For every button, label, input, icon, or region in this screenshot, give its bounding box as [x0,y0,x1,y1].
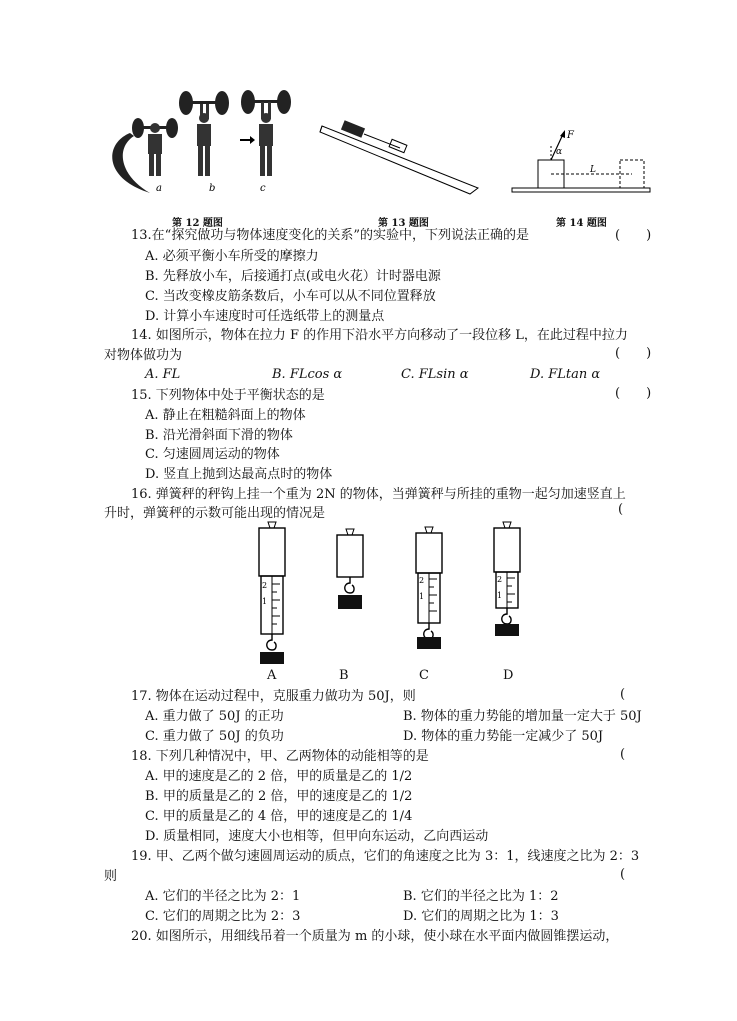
q17-answer-paren: ( [620,687,626,702]
q15-option-b: B. 沿光滑斜面下滑的物体 [145,428,293,443]
q19-option-a: A. 它们的半径之比为 2：1 [145,889,301,904]
q18-option-a: A. 甲的速度是乙的 2 倍，甲的质量是乙的 1/2 [145,769,413,784]
q19-stem: 19. 甲、乙两个做匀速圆周运动的质点，它们的角速度之比为 3：1，线速度之比为 2：3 [131,849,640,864]
fig12-weightlifter-diagram [100,88,300,198]
q20-stem: 20. 如图所示，用细线吊着一个质量为 m 的小球，使小球在水平面内做圆锥摆运动， [131,929,619,944]
q13-option-b: B. 先释放小车，后接通打点(或电火花）计时器电源 [145,269,441,284]
q17-option-a: A. 重力做了 50J 的正功 [145,709,284,724]
q13-option-c: C. 当改变橡皮筋条数后，小车可以从不同位置释放 [145,289,436,304]
q15-stem: 15. 下列物体中处于平衡状态的是 [131,388,325,403]
q18-stem: 18. 下列几种情况中，甲、乙两物体的动能相等的是 [131,749,429,764]
q17-option-c: C. 重力做了 50J 的负功 [145,729,284,744]
fig13-caption: 第 13 题图 [378,218,429,229]
q15-answer-paren: ( ) [615,386,652,401]
q14-stem: 14. 如图所示，物体在拉力 F 的作用下沿水平方向移动了一段位移 L，在此过程中拉力 [131,328,628,343]
q19-stem-cont: 则 [104,869,118,884]
q17-option-b: B. 物体的重力势能的增加量一定大于 50J [403,709,642,724]
fig12-label-b: b [209,183,216,194]
fig14-length-label: L [590,165,596,175]
q18-option-d: D. 质量相同，速度大小也相等，但甲向东运动，乙向西运动 [145,829,489,844]
fig12-label-a: a [156,183,162,194]
q13-option-a: A. 必须平衡小车所受的摩擦力 [145,249,319,264]
svg-text:2: 2 [262,581,268,590]
spring-scale-b [333,527,367,617]
q13-answer-paren: ( ) [615,228,652,243]
q19-option-c: C. 它们的周期之比为 2：3 [145,909,301,924]
spring-scale-a [255,520,289,665]
q16-option-d: D [503,668,514,683]
q19-option-b: B. 它们的半径之比为 1：2 [403,889,559,904]
q16-stem-cont: 升时，弹簧秤的示数可能出现的情况是 [104,506,326,521]
q14-stem-cont: 对物体做功为 [104,348,183,363]
q18-option-c: C. 甲的质量是乙的 4 倍，甲的速度是乙的 1/4 [145,809,413,824]
fig14-force-diagram [512,128,662,200]
q16-option-a: A [267,668,277,683]
q19-answer-paren: ( [620,867,626,882]
svg-text:2: 2 [497,575,503,584]
q16-stem: 16. 弹簧秤的秤钩上挂一个重为 2N 的物体，当弹簧秤与所挂的重物一起匀加速竖直上 [131,487,626,502]
svg-text:1: 1 [497,591,503,600]
q18-answer-paren: ( [620,747,626,762]
fig12-caption: 第 12 题图 [172,218,223,229]
q16-option-b: B [339,668,349,683]
fig12-label-c: c [260,183,266,194]
q13-stem: 13.在“探究做功与物体速度变化的关系”的实验中，下列说法正确的是 [131,228,529,243]
spring-scale-c [412,525,446,650]
q17-option-d: D. 物体的重力势能一定减少了 50J [403,729,604,744]
q16-option-c: C [419,668,429,683]
q14-option-c: C. FLsin α [401,367,469,382]
fig14-caption: 第 14 题图 [556,218,607,229]
q15-option-d: D. 竖直上抛到达最高点时的物体 [145,467,333,482]
q14-option-b: B. FLcos α [272,367,343,382]
svg-text:1: 1 [262,597,268,606]
fig13-incline-diagram [320,118,480,198]
fig14-force-label: F [567,130,574,141]
spring-scale-d [490,520,524,640]
fig14-angle-label: α [556,147,563,157]
svg-text:1: 1 [419,592,425,601]
q14-option-d: D. FLtan α [530,367,601,382]
q17-stem: 17. 物体在运动过程中，克服重力做功为 50J，则 [131,689,416,704]
q16-answer-paren: ( [618,502,624,517]
q18-option-b: B. 甲的质量是乙的 2 倍，甲的速度是乙的 1/2 [145,789,413,804]
q15-option-a: A. 静止在粗糙斜面上的物体 [145,408,306,423]
q19-option-d: D. 它们的周期之比为 1：3 [403,909,559,924]
svg-text:2: 2 [419,576,425,585]
q15-option-c: C. 匀速圆周运动的物体 [145,447,280,462]
q14-answer-paren: ( ) [615,346,652,361]
q14-option-a: A. FL [145,367,181,382]
q13-option-d: D. 计算小车速度时可任选纸带上的测量点 [145,309,385,324]
